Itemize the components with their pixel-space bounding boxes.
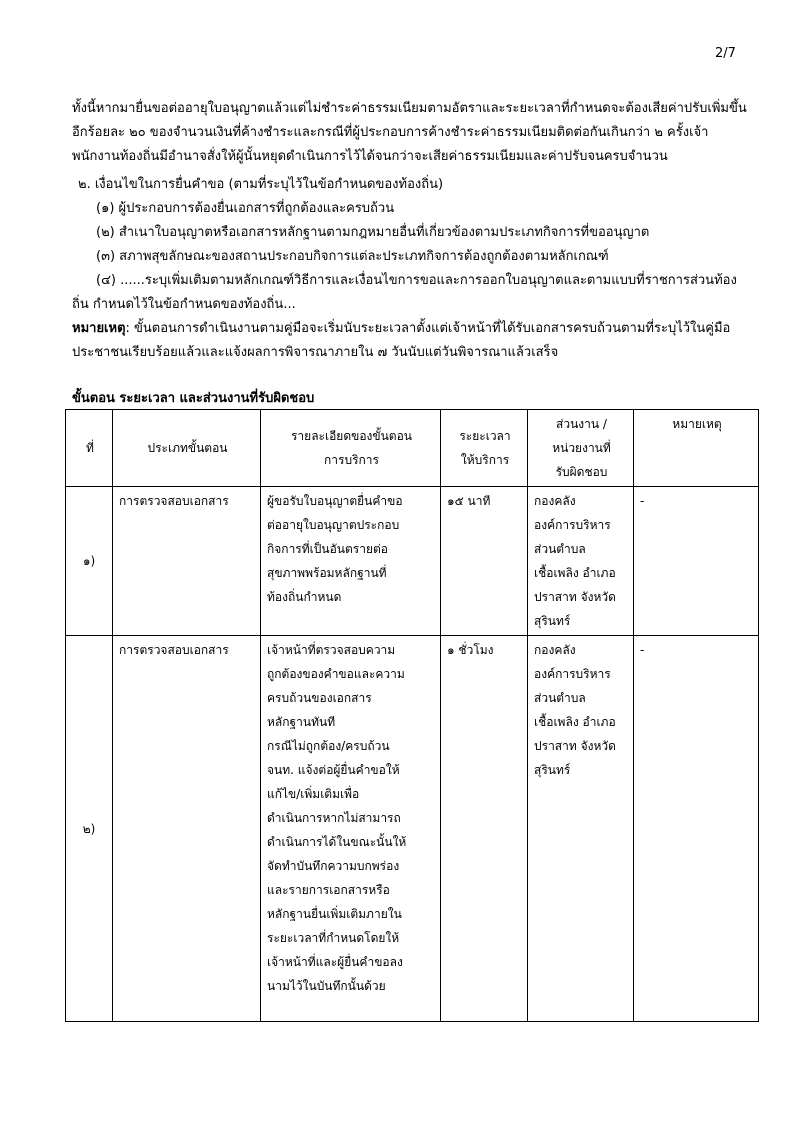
row-remark: - — [634, 636, 759, 1022]
header-step-type: ประเภทขั้นตอน — [113, 410, 261, 487]
procedure-table — [65, 409, 759, 1022]
intro-paragraph: ทั้งนี้หากมายื่นขอต่ออายุใบอนุญาตแล้วแต่ไม่ชำระค่าธรรมเนียมตามอัตราและระยะเวลาที่กำหนดจะต้องเสียค่าปรับเพิ่มขึ้นอีกร้อยละ ๒๐ ของจำนวนเงินที่ค้างชำระและกรณีที่ผู้ประกอบการค้างชำระค่าธรรมเนียมติดต่อกันเกินกว่า ๒ ครั้งเจ้าพนักงานท้องถิ่นมีอำนาจสั่งให้ผู้นั้นหยุดดำเนินการไว้ได้จนกว่าจะเสียค่าธรรมเนียมและค่าปรับจนครบจำนวน — [72, 101, 747, 164]
header-step-detail: รายละเอียดของขั้นตอน การบริการ — [261, 410, 441, 487]
row-number: ๒) — [66, 636, 113, 1022]
condition-item-4: (๔) ......ระบุเพิ่มเติมตามหลักเกณฑ์วิธีการและเงื่อนไขการขอและการออกใบอนุญาตและตามแบบที่ราชการส่วนท้องถิ่น กำหนดไว้ในข้อกำหนดของท้องถิ่น... — [72, 273, 737, 312]
row-number: ๑) — [66, 487, 113, 636]
note-label: หมายเหตุ — [72, 321, 126, 336]
header-responsible-unit: ส่วนงาน / หน่วยงานที่ รับผิดชอบ — [528, 410, 634, 487]
row-responsible-unit: กองคลัง องค์การบริหาร ส่วนตำบล เชื้อเพลิง อำเภอ ปราสาท จังหวัด สุรินทร์ — [528, 487, 634, 636]
conditions-heading: ๒. เงื่อนไขในการยื่นคำขอ (ตามที่ระบุไว้ในข้อกำหนดของท้องถิ่น) — [78, 177, 444, 192]
row-step-detail: เจ้าหน้าที่ตรวจสอบความ ถูกต้องของคำขอและความ ครบถ้วนของเอกสาร หลักฐานทันที กรณีไม่ถูกต้อง/ครบถ้วน จนท. แจ้งต่อผู้ยื่นคำขอให้ แก้ไข/เพิ่มเติมเพื่อ ดำเนินการหากไม่สามารถ ดำเนินการได้ในขณะนั้นให้ จัดทำบันทึกความบกพร่อง และรายการเอกสารหรือ หลักฐานยื่นเพิ่มเติมภายใน ระยะเวลาที่กำหนดโดยให้ เจ้าหน้าที่และผู้ยื่นคำขอลง นามไว้ในบันทึกนั้นด้วย — [261, 636, 441, 1022]
row-step-detail: ผู้ขอรับใบอนุญาตยื่นคำขอ ต่ออายุใบอนุญาตประกอบ กิจการที่เป็นอันตรายต่อ สุขภาพพร้อมหลักฐานที่ ท้องถิ่นกำหนด — [261, 487, 441, 636]
table-header-row — [66, 410, 759, 487]
row-responsible-unit: กองคลัง องค์การบริหาร ส่วนตำบล เชื้อเพลิง อำเภอ ปราสาท จังหวัด สุรินทร์ — [528, 636, 634, 1022]
header-remark: หมายเหตุ — [634, 410, 759, 487]
table-row — [66, 487, 759, 636]
row-step-type: การตรวจสอบเอกสาร — [113, 636, 261, 1022]
header-no: ที่ — [66, 410, 113, 487]
note-text: : ขั้นตอนการดำเนินงานตามคู่มือจะเริ่มนับระยะเวลาตั้งแต่เจ้าหน้าที่ได้รับเอกสารครบถ้วนตามที่ระบุไว้ในคู่มือประชาชนเรียบร้อยแล้วและแจ้งผลการพิจารณาภายใน ๗ วันนับแต่วันพิจารณาแล้วเสร็จ — [72, 321, 731, 360]
note-paragraph — [72, 317, 752, 365]
condition-item-2: (๒) สำเนาใบอนุญาตหรือเอกสารหลักฐานตามกฎหมายอื่นที่เกี่ยวข้องตามประเภทกิจการที่ขออนุญาต — [96, 225, 650, 240]
row-remark: - — [634, 487, 759, 636]
section-title: ขั้นตอน ระยะเวลา และส่วนงานที่รับผิดชอบ — [72, 391, 315, 406]
condition-item-3: (๓) สภาพสุขลักษณะของสถานประกอบกิจการแต่ละประเภทกิจการต้องถูกต้องตามหลักเกณฑ์ — [96, 249, 609, 264]
row-duration: ๑ ชั่วโมง — [441, 636, 528, 1022]
header-duration: ระยะเวลา ให้บริการ — [441, 410, 528, 487]
table-row — [66, 636, 759, 1022]
page-number: 2/7 — [715, 46, 736, 61]
condition-item-1: (๑) ผู้ประกอบการต้องยื่นเอกสารที่ถูกต้องและครบถ้วน — [96, 201, 395, 216]
row-step-type: การตรวจสอบเอกสาร — [113, 487, 261, 636]
row-duration: ๑๕ นาที — [441, 487, 528, 636]
